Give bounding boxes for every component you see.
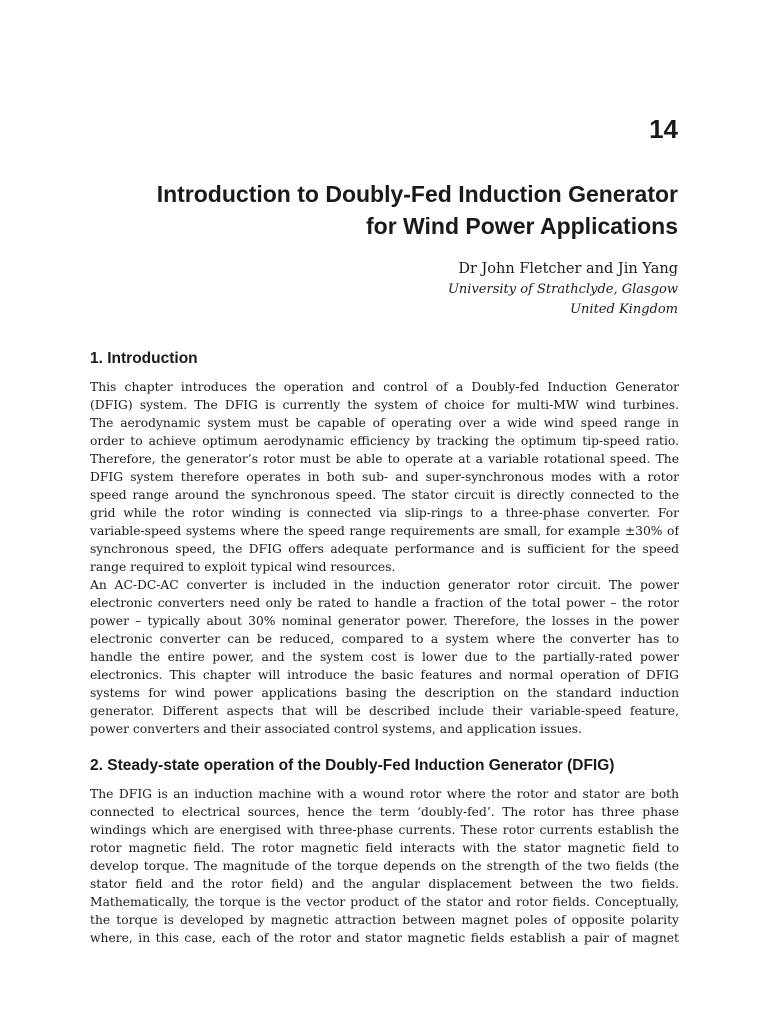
author-names: Dr John Fletcher and Jin Yang	[458, 261, 678, 277]
author-block	[448, 258, 678, 320]
text-line: rotor magnetic field. The rotor magnetic field interacts with the stator magnetic field to	[90, 841, 679, 855]
introduction-paragraph-1	[90, 378, 679, 576]
text-line: This chapter introduces the operation and control of a Doubly-fed Induction Generator	[90, 380, 679, 394]
text-line: generator. Different aspects that will be described include their variable-speed feature,	[90, 704, 679, 718]
text-line: where, in this case, each of the rotor and stator magnetic fields establish a pair of magnet	[90, 931, 679, 945]
chapter-title-line-2: for Wind Power Applications	[365, 213, 678, 239]
text-line: Mathematically, the torque is the vector product of the stator and rotor fields. Conceptually,	[90, 895, 679, 909]
text-line: range required to exploit typical wind resources.	[90, 560, 396, 574]
affiliation-line-2: United Kingdom	[570, 302, 678, 317]
text-line: order to achieve optimum aerodynamic efficiency by tracking the optimum tip-speed ratio.	[90, 434, 679, 448]
chapter-number: 14	[649, 114, 678, 144]
introduction-paragraph-2	[90, 576, 679, 738]
text-line: handle the entire power, and the system cost is lower due to the partially-rated power	[90, 650, 679, 664]
text-line: power – typically about 30% nominal generator power. Therefore, the losses in the power	[90, 614, 679, 628]
text-line: (DFIG) system. The DFIG is currently the system of choice for multi-MW wind turbines.	[90, 398, 679, 412]
text-line: The DFIG is an induction machine with a wound rotor where the rotor and stator are both	[90, 787, 679, 801]
text-line: electronic converters need only be rated to handle a fraction of the total power – the rotor	[90, 596, 679, 610]
chapter-title-line-1: Introduction to Doubly-Fed Induction Generator	[156, 181, 678, 207]
text-line: synchronous speed, the DFIG offers adequate performance and is sufficient for the speed	[90, 542, 679, 556]
text-line: connected to electrical sources, hence the term ‘doubly-fed’. The rotor has three phase	[90, 805, 679, 819]
text-line: develop torque. The magnitude of the torque depends on the strength of the two fields (the	[90, 859, 679, 873]
text-line: DFIG system therefore operates in both sub- and super-synchronous modes with a rotor	[90, 470, 679, 484]
text-line: Therefore, the generator’s rotor must be able to operate at a variable rotational speed. The	[90, 452, 679, 466]
text-line: variable-speed systems where the speed range requirements are small, for example ±30% of	[90, 524, 679, 538]
text-line: The aerodynamic system must be capable of operating over a wide wind speed range in	[90, 416, 679, 430]
text-line: windings which are energised with three-phase currents. These rotor currents establish the	[90, 823, 679, 837]
steady-state-paragraph-1	[90, 785, 679, 947]
text-line: the torque is developed by magnetic attraction between magnet poles of opposite polarity	[90, 913, 679, 927]
affiliation-line-1: University of Strathclyde, Glasgow	[447, 282, 678, 297]
text-line: speed range around the synchronous speed. The stator circuit is directly connected to the	[90, 488, 679, 502]
text-line: grid while the rotor winding is connected via slip-rings to a three-phase converter. For	[90, 506, 679, 520]
chapter-title	[38, 178, 678, 242]
text-line: An AC-DC-AC converter is included in the induction generator rotor circuit. The power	[90, 578, 679, 592]
text-line: systems for wind power applications basing the description on the standard induction	[90, 686, 679, 700]
text-line: stator field and the rotor field) and the angular displacement between the two fields.	[90, 877, 679, 891]
text-line: electronic converter can be reduced, compared to a system where the converter has to	[90, 632, 679, 646]
section-heading-introduction: 1. Introduction	[90, 350, 198, 367]
text-line: power converters and their associated control systems, and application issues.	[90, 722, 583, 736]
text-line: electronics. This chapter will introduce the basic features and normal operation of DFIG	[90, 668, 679, 682]
section-heading-steady-state: 2. Steady-state operation of the Doubly-Fed Induction Generator (DFIG)	[90, 757, 615, 774]
